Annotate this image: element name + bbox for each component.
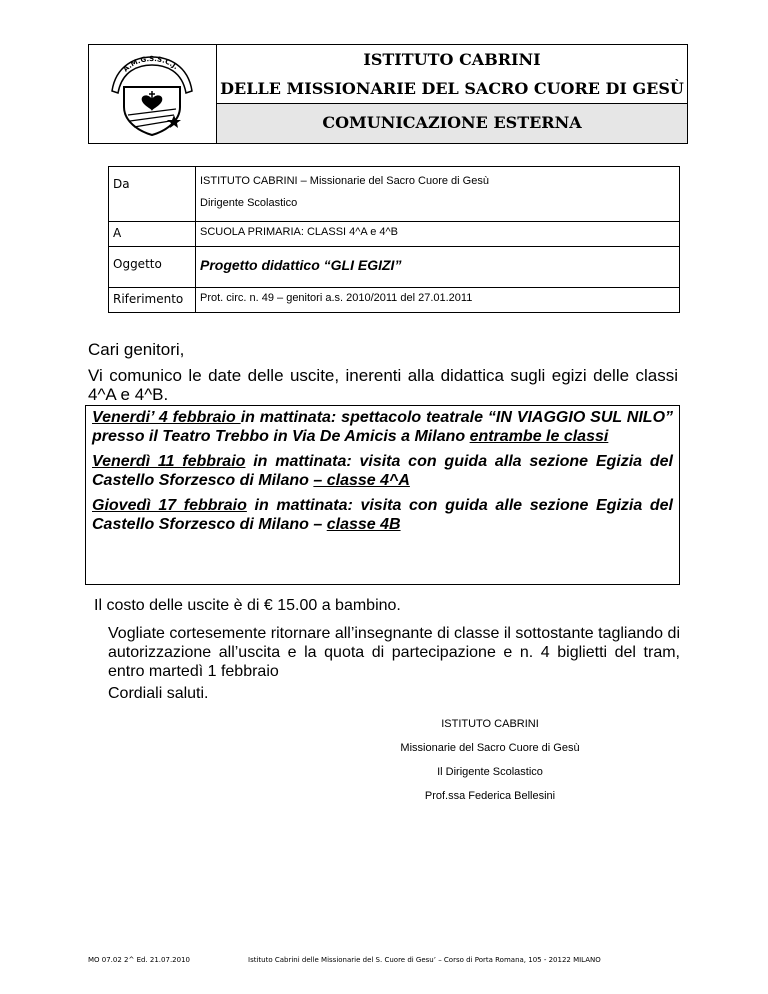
event-item xyxy=(92,496,673,534)
intro-paragraph: Vi comunico le date delle uscite, inerenti alla didattica sugli egizi delle classi 4^A e 4^B. xyxy=(88,366,678,404)
row-da xyxy=(109,167,680,222)
closing-greeting: Cordiali saluti. xyxy=(108,685,209,702)
event-item xyxy=(92,408,673,446)
logo-cell xyxy=(89,45,217,143)
value-riferimento: Prot. circ. n. 49 – genitori a.s. 2010/2011 del 27.01.2011 xyxy=(200,292,473,304)
salutation: Cari genitori, xyxy=(88,340,185,359)
signature-line2: Missionarie del Sacro Cuore di Gesù xyxy=(400,742,580,754)
footer-address: Istituto Cabrini delle Missionarie del S. Cuore di Gesu’ – Corso di Porta Romana, 105 - 20122 MILANO xyxy=(248,956,601,964)
signature-line4: Prof.ssa Federica Bellesini xyxy=(424,790,556,802)
document-header xyxy=(88,44,688,144)
row-a xyxy=(109,222,680,247)
signature-line1: ISTITUTO CABRINI xyxy=(441,718,539,730)
footer-doc-code: MO 07.02 2^ Ed. 21.07.2010 xyxy=(88,956,190,964)
event-date: Venerdì 11 febbraio xyxy=(92,453,246,470)
header-title-line2: DELLE MISSIONARIE DEL SACRO CUORE DI GESÙ xyxy=(220,79,684,98)
school-crest-logo xyxy=(106,51,198,137)
instructions-paragraph: Vogliate cortesemente ritornare all’insegnante di classe il sottostante tagliando di autorizzazione all’uscita e la quota di partecipazione e n. 4 biglietti del tram, entro martedì 1 febbraio xyxy=(108,625,680,680)
event-date: Giovedì 17 febbraio xyxy=(92,497,247,514)
label-a: A xyxy=(113,226,122,240)
event-text: in mattinata: spettacolo teatrale “IN VIAGGIO SUL NILO” presso il Teatro Trebbo in Via De Amicis a Milano xyxy=(92,409,674,445)
value-oggetto: Progetto didattico “GLI EGIZI” xyxy=(200,257,402,273)
events-box xyxy=(85,405,680,585)
value-a: SCUOLA PRIMARIA: CLASSI 4^A e 4^B xyxy=(200,226,399,238)
value-da-line1: ISTITUTO CABRINI – Missionarie del Sacro Cuore di Gesù xyxy=(200,175,489,187)
label-riferimento: Riferimento xyxy=(113,292,184,306)
header-communication-type: COMUNICAZIONE ESTERNA xyxy=(217,103,687,143)
event-class: – classe 4^A xyxy=(313,472,410,489)
signature-block xyxy=(330,712,650,808)
info-table xyxy=(108,166,680,313)
event-text: in mattinata: visita con guida alla sezione Egizia del Castello Sforzesco di Milano xyxy=(92,453,673,489)
label-oggetto: Oggetto xyxy=(113,257,162,271)
row-oggetto xyxy=(109,247,680,288)
row-riferimento xyxy=(109,288,680,313)
event-class: classe 4B xyxy=(326,516,401,533)
event-date: Venerdi’ 4 febbraio xyxy=(92,409,241,426)
value-da-line2: Dirigente Scolastico xyxy=(200,197,298,209)
signature-line3: Il Dirigente Scolastico xyxy=(437,766,543,778)
header-title-line1: ISTITUTO CABRINI xyxy=(363,50,541,69)
event-class: entrambe le classi xyxy=(469,428,609,445)
svg-text:A.M.G.S.S.C.J.: A.M.G.S.S.C.J. xyxy=(121,54,180,74)
label-da: Da xyxy=(113,177,130,191)
event-item xyxy=(92,452,673,490)
event-text: in mattinata: visita con guida alle sezione Egizia del Castello Sforzesco di Milano – xyxy=(92,497,674,533)
cost-line: Il costo delle uscite è di € 15.00 a bambino. xyxy=(94,597,401,614)
